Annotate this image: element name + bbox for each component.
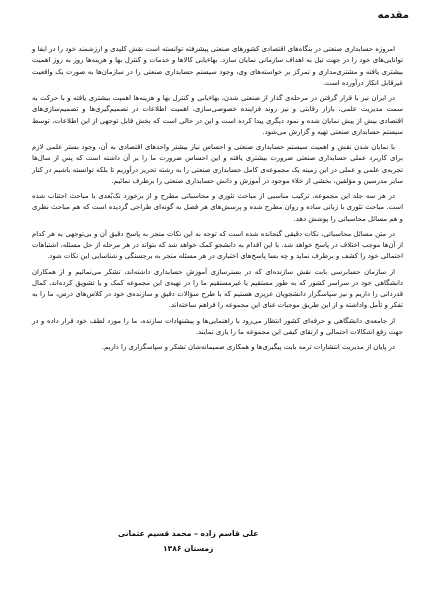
authors-line: علی قاسم زاده – محمد قسیم عثمانی	[118, 529, 259, 538]
paragraph-4: در هر سه جلد این مجموعه، ترکیب مناسبی از مباحث تئوری و محاسباتی مطرح و از برخورد تک‌بُعدی با مباحث اجتناب شده است. مباحث تئوری با زبانی ساده و روان مطرح شده و پرسش‌های هر فصل به گونه‌ای طراحی گردیده است که هم مباحث نظری و هم مسائل محاسباتی را پوشش دهد.	[32, 192, 403, 223]
body-text	[32, 44, 403, 357]
signature-block	[118, 526, 258, 556]
date-line: زمستان ۱۳۸۶	[162, 544, 214, 553]
paragraph-6: از سازمان حسابرسی بابت نقش سازنده‌ای که در بسترسازی آموزش حسابداری داشته‌اند، تشکر می‌نمائیم و از همکاران دانشگاهی خود در سراسر کشور که به طور مستقیم یا غیرمستقیم ما را در تهیه‌ی این مجموعه کمک و یا تشویق کرده‌اند، کمال قدردانی را داریم و نیز سپاسگزار دانشجویان عزیزی هستیم که با طرح سؤالات دقیق و سازنده‌ی خود در کلاس‌های درس، ما را به تفکر و تأمل واداشته و از این طریق موجبات غنای این مجموعه را فراهم ساخته‌اند.	[32, 267, 403, 310]
paragraph-8: در پایان از مدیریت انتشارات ترمه بابت پیگیری‌ها و همکاری صمیمانه‌شان تشکر و سپاسگزاری را داریم.	[101, 343, 395, 351]
paragraph-7: از جامعه‌ی دانشگاهی و حرفه‌ای کشور انتظار می‌رود با راهنمایی‌ها و پیشنهادات سازنده، ما را مورد لطف خود قرار داده و در جهت رفع اشکالات احتمالی و ارتقای کیفی این مجموعه ما را یاری نمایند.	[32, 316, 403, 336]
paragraph-1: امروزه حسابداری صنعتی در بنگاه‌های اقتصادی کشورهای صنعتی پیشرفته توانسته است نقش کلیدی و ارزشمند خود را در ایفا و توانایی‌های خود را در جهت نیل به اهداف سازمانی نمایان سازد. بهاءیابی کالاها و خدمات و کنترل بها و هزینه‌ها روز به روز اهمیت بیشتری یافته و مشتری‌مداری و تمرکز بر خواسته‌های وی، وجود سیستم حسابداری صنعتی را در سازمان‌ها به صورت یک واقعیت غیرقابل انکار درآورده است.	[32, 45, 403, 87]
paragraph-5: در متن مسائل محاسباتی، نکات دقیقی گنجانده شده است که توجه به این نکات منجر به پاسخ دقیق آن و بی‌توجهی به هر کدام از آن‌ها موجب اختلاف در پاسخ خواهد شد. با این اقدام به دانشجو کمک خواهد شد که بتواند در هر مرحله از حل مسئله، اشتباهات احتمالی خود را کشف و برطرف نماید و چه بسا پاسخ‌های اختیاری در هر مسئله منجر به برجستگی و شناسایی این نکات شود.	[32, 229, 403, 261]
paragraph-2: در ایران نیز با قرار گرفتن در مرحله‌ی گذار از صنعتی شدن، بهاءیابی و کنترل بها و هزینه‌ها اهمیت بیشتری یافته و با حرکت به سمت مدیریت علمی، بازار رقابتی و نیز روند فزاینده خصوصی‌سازی، اهمیت اطلاعات در تصمیم‌گیری‌ها و تصمیم‌سازی‌های اقتصادی بیش از پیش نمایان شده و نمود دیگری پیدا کرده است و این در حالی است که بخش قابل توجهی از این اطلاعات، توسط سیستم حسابداری صنعتی تهیه و گزارش می‌شود.	[32, 94, 403, 136]
paragraph-3: با نمایان شدن نقش و اهمیت سیستم حسابداری صنعتی و احساس نیاز بیشتر واحدهای اقتصادی به آن، وجود بستر علمی لازم برای کاربرد عملی حسابداری صنعتی ضرورت بیشتری یافته و این احساس ضرورت ما را بر آن داشته است که پس از سال‌ها تجربه‌ی علمی و عملی در این زمینه یک مجموعه‌ی کامل حسابداری صنعتی را به رشته تحریر درآوریم تا بلکه توانسته باشیم در کنار سایر مدرسین و مؤلفین، بخشی از خلاء موجود در آموزش و دانش حسابداری صنعتی را برطرف نمائیم.	[32, 143, 403, 185]
page-title: مقدمه	[377, 10, 409, 21]
